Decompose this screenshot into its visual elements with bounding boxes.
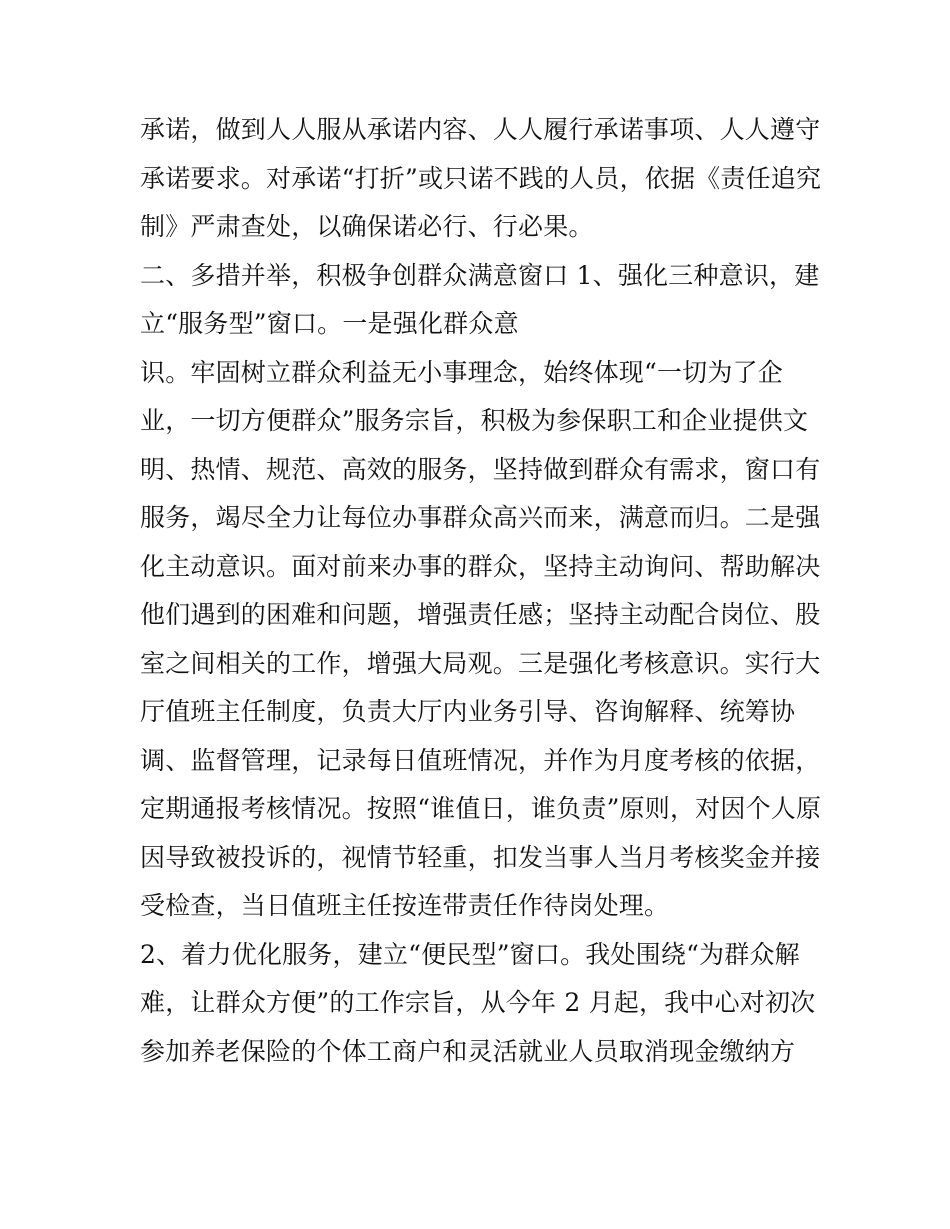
text-line-18: 2、着力优化服务，建立“便民型”窗口。我处围绕“为群众解 <box>140 939 800 969</box>
text-line-13: 厅值班主任制度，负责大厅内业务引导、咨询解释、统筹协 <box>140 697 796 726</box>
text-line-7: 业，一切方便群众”服务宗旨，积极为参保职工和企业提供文 <box>140 406 809 435</box>
text-line-20: 参加养老保险的个体工商户和灵活就业人员取消现金缴纳方 <box>140 1036 796 1066</box>
text-line-5: 立“服务型”窗口。一是强化群众意 <box>140 309 519 338</box>
text-line-14: 调、监督管理，记录每日值班情况，并作为月度考核的依据， <box>140 745 821 775</box>
text-line-16: 因导致被投诉的，视情节轻重，扣发当事人当月考核奖金并接 <box>140 842 821 872</box>
text-line-8: 明、热情、规范、高效的服务，坚持做到群众有需求，窗口有 <box>140 454 821 484</box>
document-body <box>140 106 840 1076</box>
text-line-6: 识。牢固树立群众利益无小事理念，始终体现“一切为了企 <box>140 357 783 387</box>
text-line-15: 定期通报考核情况。按照“谁值日，谁负责”原则，对因个人原 <box>140 794 822 823</box>
text-line-19: 难，让群众方便”的工作宗旨，从今年 2 月起，我中心对初次 <box>140 988 816 1017</box>
text-line-3: 制》严肃查处，以确保诺必行、行必果。 <box>140 212 594 241</box>
text-line-9: 服务，竭尽全力让每位办事群众高兴而来，满意而归。二是强 <box>140 503 821 532</box>
text-line-17: 受检查，当日值班主任按连带责任作待岗处理。 <box>140 891 670 920</box>
text-line-10: 化主动意识。面对前来办事的群众，坚持主动询问、帮助解决 <box>140 551 821 581</box>
text-line-1: 承诺，做到人人服从承诺内容、人人履行承诺事项、人人遵守 <box>140 115 821 144</box>
text-line-12: 室之间相关的工作，增强大局观。三是强化考核意识。实行大 <box>140 648 821 678</box>
text-line-4: 二、多措并举，积极争创群众满意窗口 1、强化三种意识，建 <box>140 260 820 290</box>
text-line-11: 他们遇到的困难和问题，增强责任感；坚持主动配合岗位、股 <box>140 600 821 629</box>
text-line-2: 承诺要求。对承诺“打折”或只诺不践的人员，依据《责任追究 <box>140 163 822 193</box>
